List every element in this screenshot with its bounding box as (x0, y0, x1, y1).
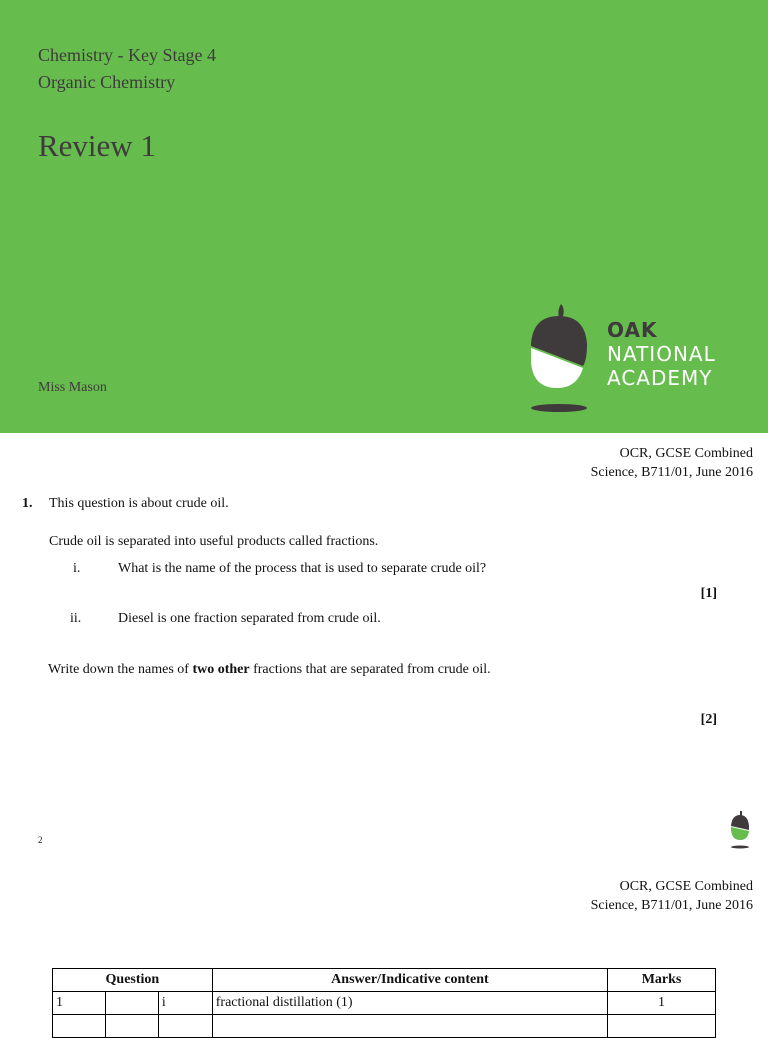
question-source (591, 444, 753, 482)
question-number: 1. (22, 496, 33, 511)
logo-word-national: NATIONAL (607, 342, 716, 366)
logo-word-oak: OAK (607, 318, 658, 342)
page-number: 2 (38, 835, 43, 845)
question-intro: This question is about crude oil. (49, 496, 229, 511)
mark-scheme-table (52, 968, 716, 1038)
table-header-row (53, 969, 716, 992)
cell-part (158, 1015, 212, 1038)
cell-marks (608, 1015, 716, 1038)
cell-subquestion (105, 992, 158, 1015)
header-answer: Answer/Indicative content (212, 969, 607, 992)
cell-part: i (158, 992, 212, 1015)
subject-line-2: Organic Chemistry (38, 72, 176, 92)
cell-question (53, 1015, 106, 1038)
cover-slide (0, 0, 768, 433)
table-row (53, 992, 716, 1015)
part-ii-marks: [2] (700, 712, 717, 727)
part-ii-instruction (48, 662, 491, 678)
source-line-1: OCR, GCSE Combined (619, 446, 753, 461)
header-question: Question (53, 969, 213, 992)
source-line-2: Science, B711/01, June 2016 (590, 898, 753, 913)
instruction-bold: two other (192, 662, 250, 677)
question-stem: Crude oil is separated into useful products called fractions. (49, 534, 379, 549)
lesson-title: Review 1 (38, 128, 156, 163)
markscheme-source (591, 877, 753, 915)
teacher-name: Miss Mason (38, 380, 107, 395)
table-row (53, 1015, 716, 1038)
source-line-1: OCR, GCSE Combined (619, 879, 753, 894)
cell-answer (212, 1015, 607, 1038)
part-i-label: i. (73, 561, 81, 576)
instruction-pre: Write down the names of (48, 662, 193, 677)
cell-question: 1 (53, 992, 106, 1015)
acorn-logo-icon (527, 302, 591, 414)
part-ii-text: Diesel is one fraction separated from crude oil. (118, 611, 381, 626)
cell-answer: fractional distillation (1) (212, 992, 607, 1015)
cell-subquestion (105, 1015, 158, 1038)
subject-heading (38, 42, 216, 96)
subject-line-1: Chemistry - Key Stage 4 (38, 45, 216, 65)
source-line-2: Science, B711/01, June 2016 (590, 465, 753, 480)
header-marks: Marks (608, 969, 716, 992)
part-ii-label: ii. (70, 611, 82, 626)
part-i-marks: [1] (700, 586, 717, 601)
instruction-post: fractions that are separated from crude oil. (249, 662, 491, 677)
part-i-text: What is the name of the process that is used to separate crude oil? (118, 561, 487, 576)
small-acorn-icon (729, 810, 751, 850)
cell-marks: 1 (608, 992, 716, 1015)
logo-word-academy: ACADEMY (607, 366, 713, 390)
oak-national-academy-wordmark (607, 318, 716, 390)
